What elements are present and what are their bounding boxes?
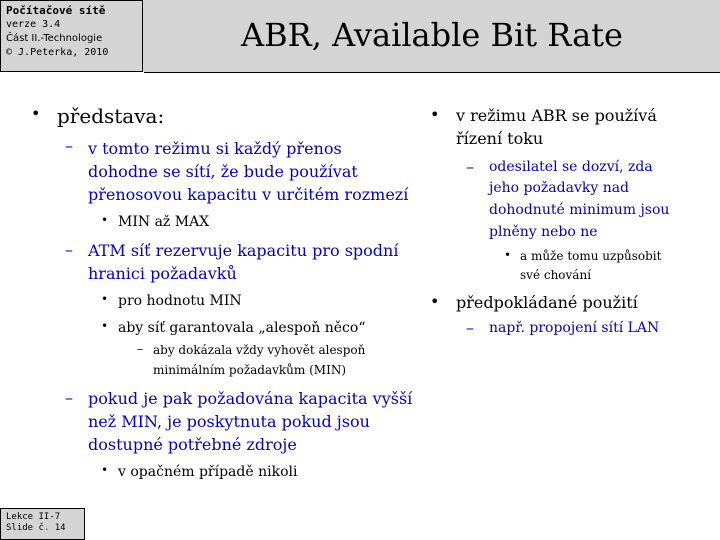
- right-sub-1-line-1: odesilatel se dozví, zda: [489, 159, 653, 175]
- slide-info-box: [0, 508, 85, 540]
- course-name: Počítačové sítě: [6, 4, 106, 17]
- version-label: verze 3.4: [6, 19, 61, 30]
- bullet-dash-icon: –: [466, 318, 474, 337]
- bullet-dot-icon: •: [430, 292, 440, 311]
- slide-title: ABR, Available Bit Rate: [241, 16, 623, 54]
- bullet-dash-icon: –: [65, 240, 73, 259]
- left-sub-3-line-3: dostupné potřebné zdroje: [88, 435, 297, 454]
- left-sub-1-line-1: v tomto režimu si každý přenos: [88, 139, 342, 158]
- bullet-dot-icon: •: [31, 104, 41, 123]
- header-divider: [144, 72, 720, 73]
- right-sub-1-line-4: plněny nebo ne: [489, 224, 598, 240]
- bullet-tiny-dash-icon: –: [137, 342, 143, 356]
- bullet-small-dot-icon: •: [504, 248, 512, 262]
- right-item-1-line-1: v režimu ABR se používá: [456, 106, 657, 125]
- right-sub-1-line-3: dohodnuté minimum jsou: [489, 202, 670, 218]
- bullet-dash-icon: –: [65, 388, 73, 407]
- right-sub-1-line-2: jeho požadavky nad: [489, 180, 630, 196]
- left-sub-1-detail: MIN až MAX: [118, 214, 210, 230]
- left-sub-3-detail: v opačném případě nikoli: [118, 464, 298, 480]
- bullet-dash-icon: –: [65, 136, 73, 155]
- left-sub-2-detail-2-sub-line-1: aby dokázala vždy vyhovět alespoň: [153, 343, 366, 357]
- bullet-small-dot-icon: •: [101, 213, 109, 227]
- right-sub-1-detail-line-2: své chování: [520, 268, 592, 282]
- bullet-small-dot-icon: •: [101, 319, 109, 333]
- left-sub-2-line-1: ATM síť rezervuje kapacitu pro spodní: [88, 241, 399, 260]
- bullet-dash-icon: –: [466, 157, 474, 176]
- right-item-1-line-2: řízení toku: [456, 129, 544, 148]
- left-sub-1-line-2: dohodne se sítí, že bude používat: [88, 162, 358, 181]
- left-sub-2-line-2: hranici požadavků: [88, 264, 237, 283]
- left-sub-2-detail-2: aby síť garantovala „alespoň něco“: [118, 320, 366, 336]
- right-sub-1-detail-line-1: a může tomu uzpůsobit: [520, 249, 662, 263]
- right-item-2-sub-1: např. propojení sítí LAN: [489, 320, 660, 336]
- bullet-small-dot-icon: •: [101, 463, 109, 477]
- left-sub-2-detail-2-sub-line-2: minimálním požadavkům (MIN): [153, 363, 346, 377]
- copyright-label: © J.Peterka, 2010: [6, 47, 109, 58]
- part-label: Část II.-Technologie: [6, 33, 103, 44]
- left-sub-3-line-2: než MIN, je poskytnuta pokud jsou: [88, 412, 370, 431]
- course-info-box: [0, 0, 143, 72]
- left-item-1: představa:: [57, 104, 165, 128]
- left-sub-2-detail-1: pro hodnotu MIN: [118, 293, 242, 309]
- right-item-2: předpokládané použití: [456, 293, 638, 312]
- lecture-label: Lekce II-7: [6, 512, 61, 522]
- slide-number: Slide č. 14: [6, 523, 66, 533]
- left-sub-3-line-1: pokud je pak požadována kapacita vyšší: [88, 389, 413, 408]
- bullet-dot-icon: •: [430, 105, 440, 124]
- left-sub-1-line-3: přenosovou kapacitu v určitém rozmezí: [88, 185, 409, 204]
- bullet-small-dot-icon: •: [101, 292, 109, 306]
